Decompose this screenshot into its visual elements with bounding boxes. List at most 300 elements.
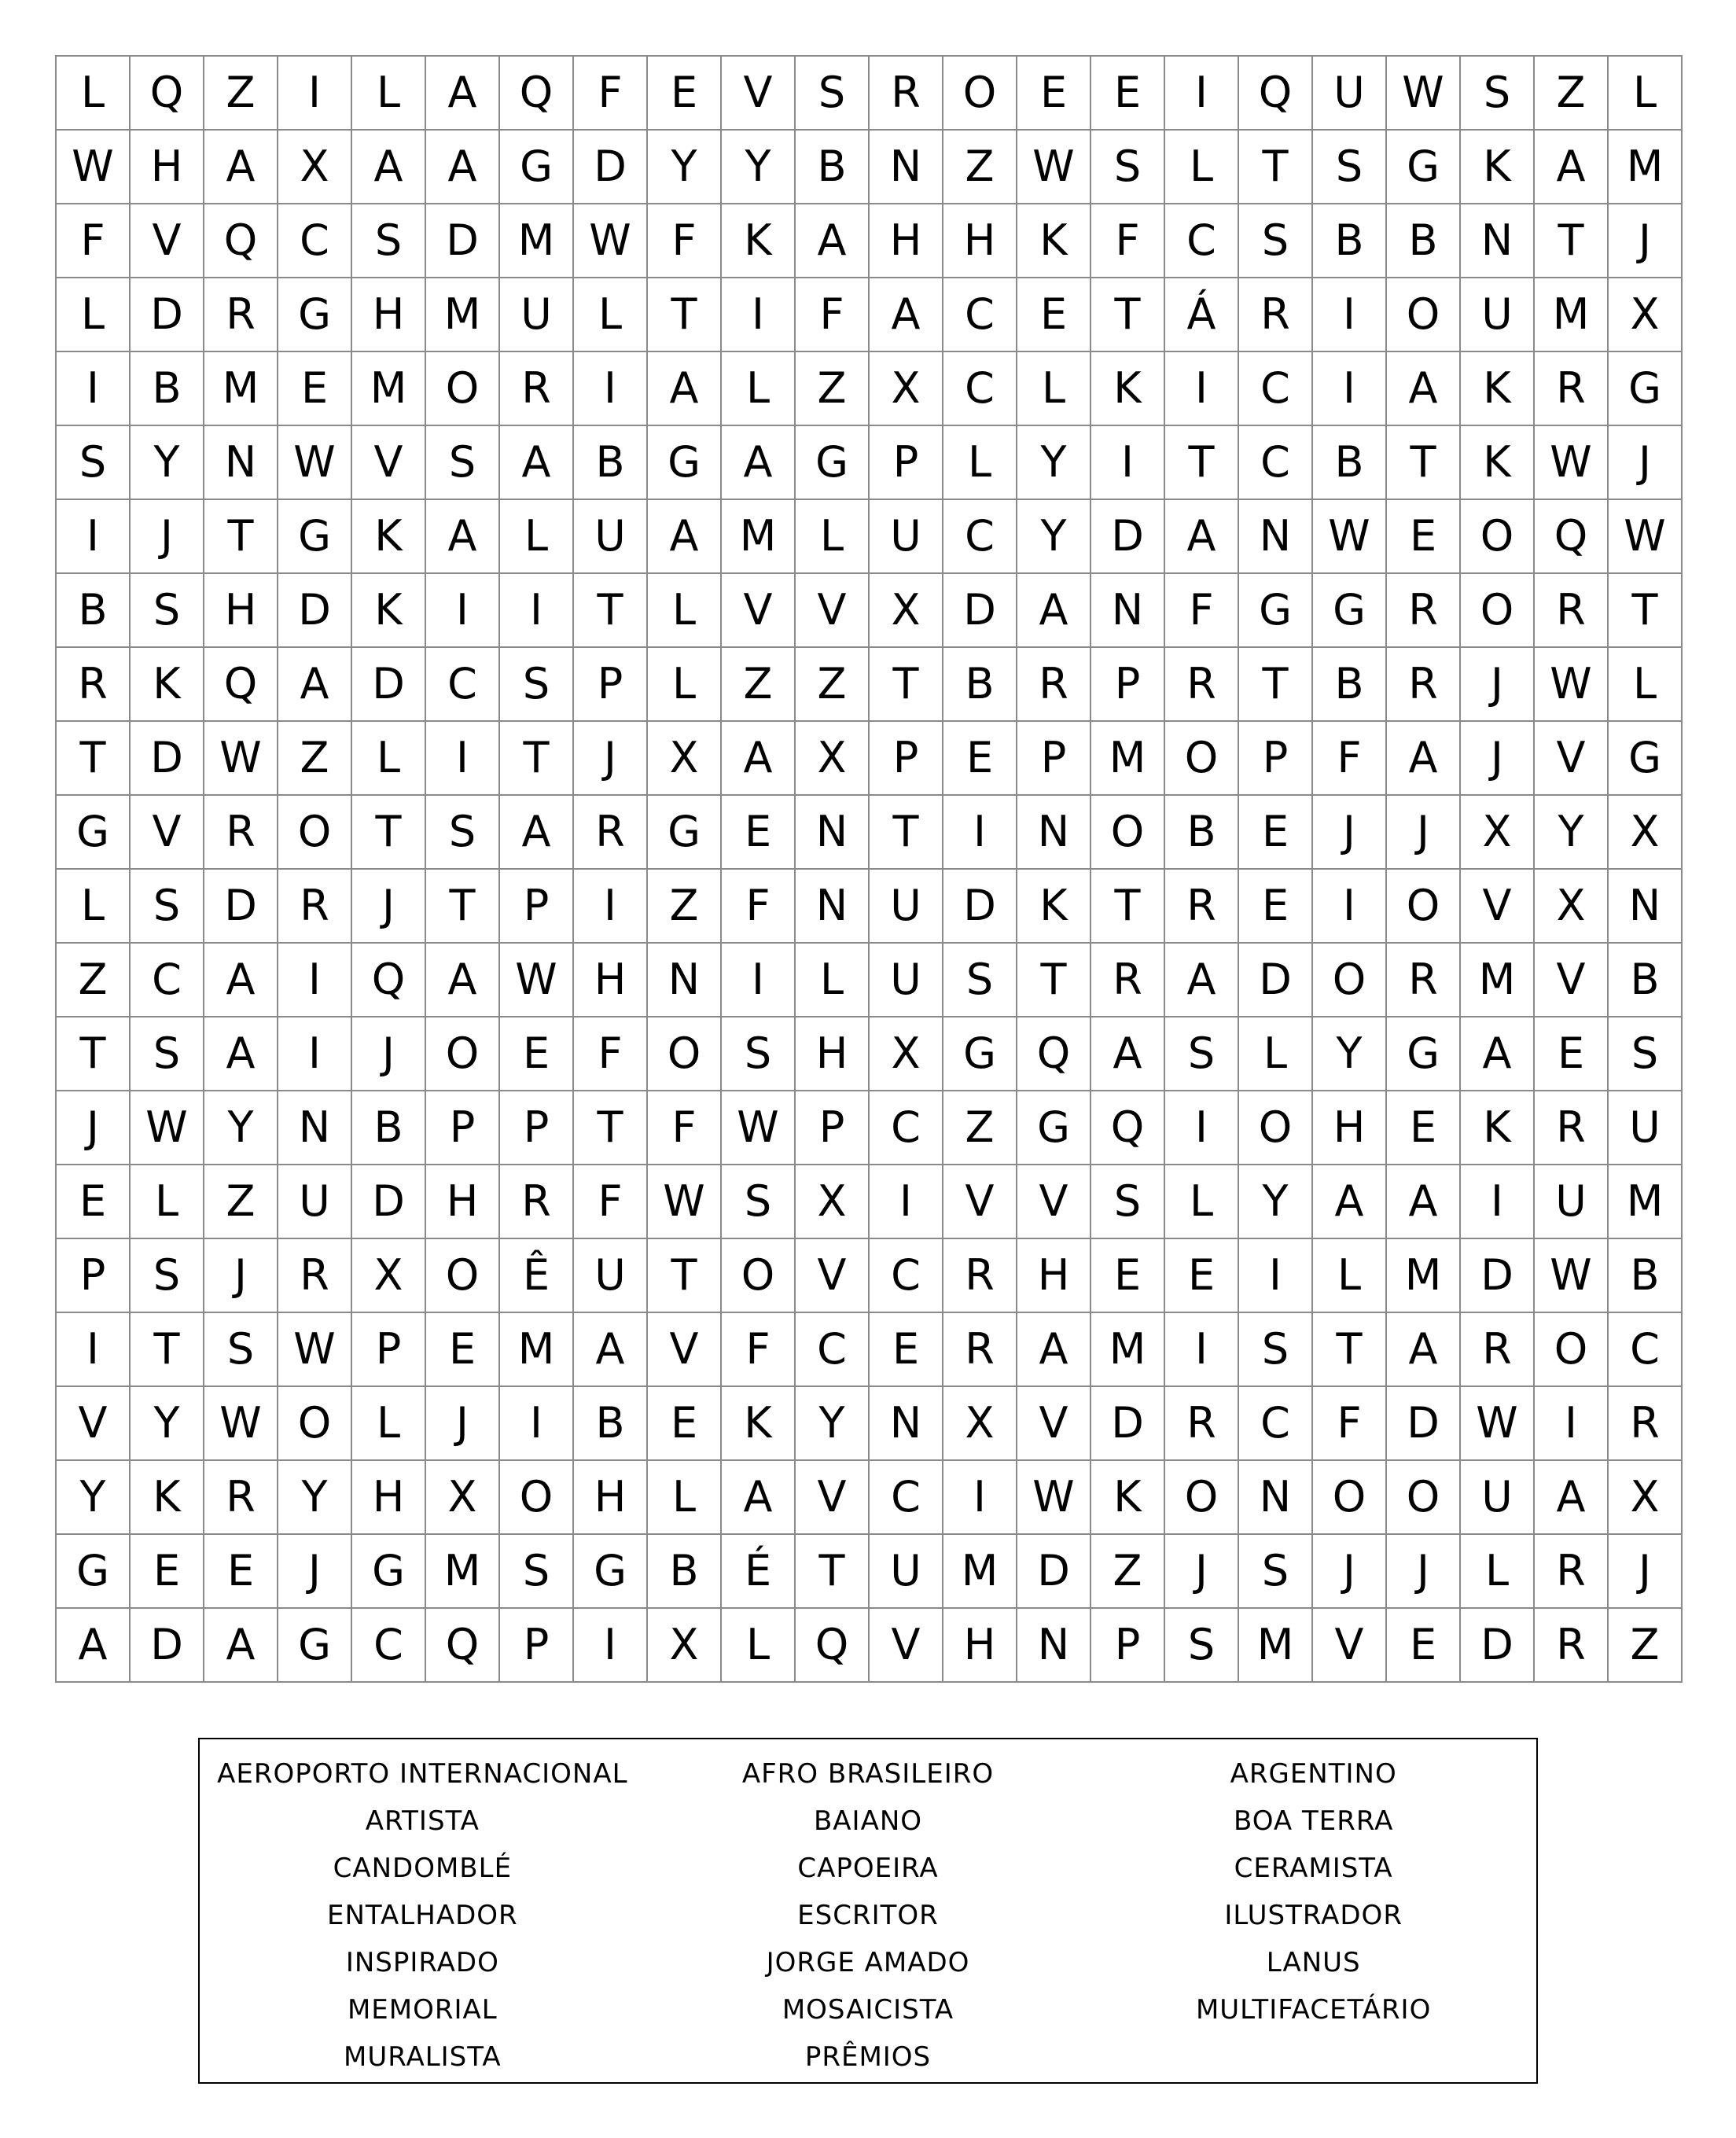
- grid-cell[interactable]: S: [131, 574, 204, 648]
- grid-cell[interactable]: W: [648, 1165, 722, 1239]
- grid-cell[interactable]: E: [500, 1017, 574, 1091]
- grid-cell[interactable]: P: [1239, 722, 1313, 796]
- grid-cell[interactable]: I: [500, 574, 574, 648]
- grid-cell[interactable]: U: [1535, 1165, 1609, 1239]
- grid-cell[interactable]: Q: [796, 1609, 870, 1683]
- grid-cell[interactable]: T: [574, 1091, 648, 1165]
- grid-cell[interactable]: G: [1313, 574, 1387, 648]
- grid-cell[interactable]: R: [1239, 278, 1313, 352]
- grid-cell[interactable]: Z: [943, 131, 1017, 204]
- grid-cell[interactable]: F: [1165, 574, 1239, 648]
- grid-cell[interactable]: G: [1387, 1017, 1461, 1091]
- grid-cell[interactable]: A: [204, 1017, 278, 1091]
- grid-cell[interactable]: Y: [131, 1387, 204, 1461]
- grid-cell[interactable]: E: [648, 57, 722, 131]
- grid-cell[interactable]: V: [870, 1609, 943, 1683]
- grid-cell[interactable]: J: [1313, 1535, 1387, 1609]
- grid-cell[interactable]: W: [1535, 426, 1609, 500]
- grid-cell[interactable]: H: [574, 1461, 648, 1535]
- grid-cell[interactable]: E: [57, 1165, 131, 1239]
- grid-cell[interactable]: S: [131, 870, 204, 944]
- grid-cell[interactable]: O: [943, 57, 1017, 131]
- grid-cell[interactable]: D: [278, 574, 352, 648]
- grid-cell[interactable]: J: [57, 1091, 131, 1165]
- grid-cell[interactable]: M: [426, 1535, 500, 1609]
- grid-cell[interactable]: M: [500, 204, 574, 278]
- grid-cell[interactable]: K: [1017, 204, 1091, 278]
- grid-cell[interactable]: L: [1239, 1017, 1313, 1091]
- grid-cell[interactable]: U: [870, 1535, 943, 1609]
- grid-cell[interactable]: C: [352, 1609, 426, 1683]
- grid-cell[interactable]: R: [1535, 1535, 1609, 1609]
- grid-cell[interactable]: K: [1461, 131, 1535, 204]
- grid-cell[interactable]: E: [1017, 278, 1091, 352]
- grid-cell[interactable]: H: [943, 1609, 1017, 1683]
- grid-cell[interactable]: A: [722, 426, 796, 500]
- grid-cell[interactable]: B: [352, 1091, 426, 1165]
- grid-cell[interactable]: Z: [1091, 1535, 1165, 1609]
- grid-cell[interactable]: R: [204, 1461, 278, 1535]
- grid-cell[interactable]: W: [278, 426, 352, 500]
- grid-cell[interactable]: H: [574, 944, 648, 1017]
- grid-cell[interactable]: R: [278, 870, 352, 944]
- grid-cell[interactable]: R: [1609, 1387, 1683, 1461]
- grid-cell[interactable]: N: [1461, 204, 1535, 278]
- grid-cell[interactable]: J: [1609, 204, 1683, 278]
- grid-cell[interactable]: A: [426, 500, 500, 574]
- grid-cell[interactable]: I: [426, 722, 500, 796]
- grid-cell[interactable]: G: [278, 500, 352, 574]
- grid-cell[interactable]: Y: [1239, 1165, 1313, 1239]
- grid-cell[interactable]: S: [352, 204, 426, 278]
- grid-cell[interactable]: P: [352, 1313, 426, 1387]
- grid-cell[interactable]: K: [1461, 426, 1535, 500]
- grid-cell[interactable]: L: [722, 1609, 796, 1683]
- grid-cell[interactable]: Y: [1535, 796, 1609, 870]
- grid-cell[interactable]: V: [796, 1461, 870, 1535]
- grid-cell[interactable]: R: [1165, 648, 1239, 722]
- grid-cell[interactable]: R: [1165, 1387, 1239, 1461]
- grid-cell[interactable]: A: [574, 1313, 648, 1387]
- grid-cell[interactable]: O: [500, 1461, 574, 1535]
- grid-cell[interactable]: O: [1387, 1461, 1461, 1535]
- grid-cell[interactable]: I: [426, 574, 500, 648]
- grid-cell[interactable]: A: [1313, 1165, 1387, 1239]
- grid-cell[interactable]: I: [57, 500, 131, 574]
- grid-cell[interactable]: P: [574, 648, 648, 722]
- grid-cell[interactable]: E: [722, 796, 796, 870]
- grid-cell[interactable]: M: [1535, 278, 1609, 352]
- grid-cell[interactable]: T: [870, 796, 943, 870]
- grid-cell[interactable]: V: [796, 1239, 870, 1313]
- grid-cell[interactable]: G: [352, 1535, 426, 1609]
- grid-cell[interactable]: J: [1461, 722, 1535, 796]
- grid-cell[interactable]: O: [1387, 278, 1461, 352]
- grid-cell[interactable]: A: [426, 57, 500, 131]
- grid-cell[interactable]: C: [131, 944, 204, 1017]
- grid-cell[interactable]: X: [1609, 1461, 1683, 1535]
- grid-cell[interactable]: S: [1239, 1535, 1313, 1609]
- grid-cell[interactable]: C: [870, 1091, 943, 1165]
- grid-cell[interactable]: T: [1017, 944, 1091, 1017]
- grid-cell[interactable]: B: [1165, 796, 1239, 870]
- grid-cell[interactable]: S: [426, 796, 500, 870]
- grid-cell[interactable]: J: [204, 1239, 278, 1313]
- grid-cell[interactable]: P: [57, 1239, 131, 1313]
- grid-cell[interactable]: R: [204, 796, 278, 870]
- grid-cell[interactable]: A: [1165, 500, 1239, 574]
- grid-cell[interactable]: W: [1461, 1387, 1535, 1461]
- grid-cell[interactable]: Q: [204, 648, 278, 722]
- grid-cell[interactable]: D: [131, 278, 204, 352]
- grid-cell[interactable]: Y: [796, 1387, 870, 1461]
- grid-cell[interactable]: D: [1239, 944, 1313, 1017]
- grid-cell[interactable]: B: [1313, 204, 1387, 278]
- grid-cell[interactable]: G: [648, 796, 722, 870]
- grid-cell[interactable]: L: [796, 500, 870, 574]
- grid-cell[interactable]: N: [204, 426, 278, 500]
- grid-cell[interactable]: V: [648, 1313, 722, 1387]
- grid-cell[interactable]: A: [1387, 1313, 1461, 1387]
- grid-cell[interactable]: U: [870, 870, 943, 944]
- grid-cell[interactable]: L: [648, 1461, 722, 1535]
- grid-cell[interactable]: G: [278, 1609, 352, 1683]
- grid-cell[interactable]: R: [1091, 944, 1165, 1017]
- grid-cell[interactable]: E: [278, 352, 352, 426]
- grid-cell[interactable]: E: [1535, 1017, 1609, 1091]
- grid-cell[interactable]: J: [1313, 796, 1387, 870]
- grid-cell[interactable]: D: [352, 648, 426, 722]
- grid-cell[interactable]: R: [278, 1239, 352, 1313]
- grid-cell[interactable]: S: [426, 426, 500, 500]
- grid-cell[interactable]: R: [1387, 944, 1461, 1017]
- grid-cell[interactable]: S: [500, 1535, 574, 1609]
- grid-cell[interactable]: H: [943, 204, 1017, 278]
- grid-cell[interactable]: Á: [1165, 278, 1239, 352]
- grid-cell[interactable]: C: [1165, 204, 1239, 278]
- grid-cell[interactable]: B: [1313, 426, 1387, 500]
- grid-cell[interactable]: X: [352, 1239, 426, 1313]
- grid-cell[interactable]: T: [1535, 204, 1609, 278]
- grid-cell[interactable]: O: [1239, 1091, 1313, 1165]
- grid-cell[interactable]: O: [1313, 1461, 1387, 1535]
- grid-cell[interactable]: Y: [57, 1461, 131, 1535]
- grid-cell[interactable]: C: [943, 278, 1017, 352]
- grid-cell[interactable]: K: [722, 204, 796, 278]
- grid-cell[interactable]: N: [1239, 500, 1313, 574]
- grid-cell[interactable]: E: [943, 722, 1017, 796]
- grid-cell[interactable]: L: [500, 500, 574, 574]
- grid-cell[interactable]: V: [722, 57, 796, 131]
- grid-cell[interactable]: V: [1461, 870, 1535, 944]
- grid-cell[interactable]: Y: [648, 131, 722, 204]
- grid-cell[interactable]: I: [943, 1461, 1017, 1535]
- grid-cell[interactable]: R: [574, 796, 648, 870]
- grid-cell[interactable]: J: [131, 500, 204, 574]
- grid-cell[interactable]: I: [574, 1609, 648, 1683]
- grid-cell[interactable]: A: [426, 944, 500, 1017]
- grid-cell[interactable]: I: [1165, 1313, 1239, 1387]
- grid-cell[interactable]: X: [870, 1017, 943, 1091]
- grid-cell[interactable]: A: [722, 722, 796, 796]
- grid-cell[interactable]: A: [1091, 1017, 1165, 1091]
- grid-cell[interactable]: V: [131, 796, 204, 870]
- grid-cell[interactable]: H: [204, 574, 278, 648]
- grid-cell[interactable]: U: [1461, 278, 1535, 352]
- grid-cell[interactable]: A: [278, 648, 352, 722]
- grid-cell[interactable]: A: [500, 426, 574, 500]
- grid-cell[interactable]: H: [352, 1461, 426, 1535]
- grid-cell[interactable]: T: [500, 722, 574, 796]
- grid-cell[interactable]: É: [722, 1535, 796, 1609]
- grid-cell[interactable]: W: [722, 1091, 796, 1165]
- grid-cell[interactable]: R: [1017, 648, 1091, 722]
- grid-cell[interactable]: H: [426, 1165, 500, 1239]
- grid-cell[interactable]: B: [1609, 1239, 1683, 1313]
- grid-cell[interactable]: I: [943, 796, 1017, 870]
- grid-cell[interactable]: O: [1091, 796, 1165, 870]
- grid-cell[interactable]: T: [1313, 1313, 1387, 1387]
- grid-cell[interactable]: A: [1535, 131, 1609, 204]
- grid-cell[interactable]: V: [352, 426, 426, 500]
- grid-cell[interactable]: S: [722, 1165, 796, 1239]
- grid-cell[interactable]: I: [278, 57, 352, 131]
- grid-cell[interactable]: F: [648, 204, 722, 278]
- grid-cell[interactable]: T: [1091, 870, 1165, 944]
- grid-cell[interactable]: U: [574, 1239, 648, 1313]
- grid-cell[interactable]: I: [1165, 352, 1239, 426]
- grid-cell[interactable]: R: [943, 1313, 1017, 1387]
- grid-cell[interactable]: L: [57, 278, 131, 352]
- grid-cell[interactable]: Y: [722, 131, 796, 204]
- grid-cell[interactable]: G: [796, 426, 870, 500]
- grid-cell[interactable]: L: [57, 57, 131, 131]
- grid-cell[interactable]: F: [574, 1017, 648, 1091]
- grid-cell[interactable]: Z: [1609, 1609, 1683, 1683]
- grid-cell[interactable]: R: [1535, 1091, 1609, 1165]
- grid-cell[interactable]: Q: [1091, 1091, 1165, 1165]
- grid-cell[interactable]: I: [1313, 352, 1387, 426]
- grid-cell[interactable]: S: [131, 1017, 204, 1091]
- grid-cell[interactable]: O: [1165, 1461, 1239, 1535]
- grid-cell[interactable]: U: [1461, 1461, 1535, 1535]
- grid-cell[interactable]: O: [1461, 574, 1535, 648]
- grid-cell[interactable]: Z: [204, 57, 278, 131]
- grid-cell[interactable]: L: [648, 574, 722, 648]
- grid-cell[interactable]: T: [1239, 131, 1313, 204]
- grid-cell[interactable]: A: [870, 278, 943, 352]
- grid-cell[interactable]: N: [870, 131, 943, 204]
- grid-cell[interactable]: V: [796, 574, 870, 648]
- grid-cell[interactable]: O: [278, 796, 352, 870]
- grid-cell[interactable]: E: [426, 1313, 500, 1387]
- grid-cell[interactable]: V: [722, 574, 796, 648]
- grid-cell[interactable]: X: [796, 722, 870, 796]
- grid-cell[interactable]: T: [648, 1239, 722, 1313]
- grid-cell[interactable]: Y: [1313, 1017, 1387, 1091]
- grid-cell[interactable]: K: [1091, 1461, 1165, 1535]
- grid-cell[interactable]: T: [1239, 648, 1313, 722]
- grid-cell[interactable]: N: [796, 796, 870, 870]
- grid-cell[interactable]: S: [1609, 1017, 1683, 1091]
- grid-cell[interactable]: J: [1609, 426, 1683, 500]
- grid-cell[interactable]: O: [426, 1017, 500, 1091]
- grid-cell[interactable]: V: [1017, 1387, 1091, 1461]
- grid-cell[interactable]: M: [722, 500, 796, 574]
- grid-cell[interactable]: I: [1091, 426, 1165, 500]
- grid-cell[interactable]: O: [1165, 722, 1239, 796]
- grid-cell[interactable]: R: [1535, 1609, 1609, 1683]
- grid-cell[interactable]: M: [1609, 131, 1683, 204]
- grid-cell[interactable]: D: [1461, 1239, 1535, 1313]
- grid-cell[interactable]: S: [500, 648, 574, 722]
- grid-cell[interactable]: J: [1387, 796, 1461, 870]
- grid-cell[interactable]: R: [1165, 870, 1239, 944]
- grid-cell[interactable]: Q: [1535, 500, 1609, 574]
- grid-cell[interactable]: J: [1165, 1535, 1239, 1609]
- grid-cell[interactable]: N: [796, 870, 870, 944]
- grid-cell[interactable]: S: [1091, 131, 1165, 204]
- grid-cell[interactable]: T: [204, 500, 278, 574]
- grid-cell[interactable]: C: [1609, 1313, 1683, 1387]
- grid-cell[interactable]: B: [131, 352, 204, 426]
- grid-cell[interactable]: Q: [352, 944, 426, 1017]
- grid-cell[interactable]: L: [1313, 1239, 1387, 1313]
- grid-cell[interactable]: X: [1535, 870, 1609, 944]
- grid-cell[interactable]: F: [574, 57, 648, 131]
- grid-cell[interactable]: B: [648, 1535, 722, 1609]
- grid-cell[interactable]: M: [1091, 722, 1165, 796]
- grid-cell[interactable]: M: [500, 1313, 574, 1387]
- grid-cell[interactable]: B: [1387, 204, 1461, 278]
- grid-cell[interactable]: V: [943, 1165, 1017, 1239]
- grid-cell[interactable]: D: [1091, 1387, 1165, 1461]
- grid-cell[interactable]: I: [1313, 870, 1387, 944]
- grid-cell[interactable]: A: [1461, 1017, 1535, 1091]
- grid-cell[interactable]: I: [278, 944, 352, 1017]
- grid-cell[interactable]: G: [278, 278, 352, 352]
- grid-cell[interactable]: L: [648, 648, 722, 722]
- grid-cell[interactable]: J: [426, 1387, 500, 1461]
- grid-cell[interactable]: I: [1165, 57, 1239, 131]
- grid-cell[interactable]: N: [1239, 1461, 1313, 1535]
- grid-cell[interactable]: D: [131, 1609, 204, 1683]
- grid-cell[interactable]: Y: [131, 426, 204, 500]
- grid-cell[interactable]: J: [278, 1535, 352, 1609]
- grid-cell[interactable]: E: [1239, 796, 1313, 870]
- grid-cell[interactable]: D: [1091, 500, 1165, 574]
- grid-cell[interactable]: M: [1239, 1609, 1313, 1683]
- grid-cell[interactable]: N: [1091, 574, 1165, 648]
- grid-cell[interactable]: X: [943, 1387, 1017, 1461]
- grid-cell[interactable]: K: [131, 1461, 204, 1535]
- grid-cell[interactable]: A: [204, 131, 278, 204]
- grid-cell[interactable]: G: [1017, 1091, 1091, 1165]
- grid-cell[interactable]: N: [870, 1387, 943, 1461]
- grid-cell[interactable]: P: [1091, 1609, 1165, 1683]
- grid-cell[interactable]: A: [722, 1461, 796, 1535]
- grid-cell[interactable]: V: [57, 1387, 131, 1461]
- grid-cell[interactable]: A: [500, 796, 574, 870]
- grid-cell[interactable]: A: [648, 352, 722, 426]
- grid-cell[interactable]: P: [1091, 648, 1165, 722]
- grid-cell[interactable]: A: [204, 1609, 278, 1683]
- grid-cell[interactable]: D: [426, 204, 500, 278]
- grid-cell[interactable]: Q: [1239, 57, 1313, 131]
- grid-cell[interactable]: R: [57, 648, 131, 722]
- grid-cell[interactable]: F: [1313, 722, 1387, 796]
- grid-cell[interactable]: W: [1535, 648, 1609, 722]
- grid-cell[interactable]: T: [1387, 426, 1461, 500]
- grid-cell[interactable]: O: [722, 1239, 796, 1313]
- grid-cell[interactable]: T: [648, 278, 722, 352]
- grid-cell[interactable]: T: [1609, 574, 1683, 648]
- grid-cell[interactable]: R: [1387, 648, 1461, 722]
- grid-cell[interactable]: F: [796, 278, 870, 352]
- grid-cell[interactable]: Ê: [500, 1239, 574, 1313]
- grid-cell[interactable]: I: [722, 944, 796, 1017]
- grid-cell[interactable]: E: [1017, 57, 1091, 131]
- grid-cell[interactable]: O: [1535, 1313, 1609, 1387]
- grid-cell[interactable]: W: [574, 204, 648, 278]
- grid-cell[interactable]: X: [870, 574, 943, 648]
- grid-cell[interactable]: C: [870, 1239, 943, 1313]
- grid-cell[interactable]: E: [1091, 1239, 1165, 1313]
- grid-cell[interactable]: C: [870, 1461, 943, 1535]
- grid-cell[interactable]: A: [352, 131, 426, 204]
- grid-cell[interactable]: E: [1091, 57, 1165, 131]
- grid-cell[interactable]: X: [1609, 278, 1683, 352]
- grid-cell[interactable]: D: [1017, 1535, 1091, 1609]
- grid-cell[interactable]: G: [1387, 131, 1461, 204]
- grid-cell[interactable]: T: [574, 574, 648, 648]
- grid-cell[interactable]: L: [352, 57, 426, 131]
- grid-cell[interactable]: W: [278, 1313, 352, 1387]
- grid-cell[interactable]: Z: [204, 1165, 278, 1239]
- grid-cell[interactable]: I: [1313, 278, 1387, 352]
- grid-cell[interactable]: X: [426, 1461, 500, 1535]
- grid-cell[interactable]: S: [722, 1017, 796, 1091]
- grid-cell[interactable]: H: [796, 1017, 870, 1091]
- grid-cell[interactable]: G: [500, 131, 574, 204]
- grid-cell[interactable]: M: [1387, 1239, 1461, 1313]
- grid-cell[interactable]: K: [1461, 352, 1535, 426]
- grid-cell[interactable]: W: [1017, 131, 1091, 204]
- grid-cell[interactable]: E: [1387, 1609, 1461, 1683]
- grid-cell[interactable]: J: [574, 722, 648, 796]
- grid-cell[interactable]: C: [796, 1313, 870, 1387]
- grid-cell[interactable]: T: [1165, 426, 1239, 500]
- grid-cell[interactable]: S: [57, 426, 131, 500]
- grid-cell[interactable]: A: [204, 944, 278, 1017]
- grid-cell[interactable]: P: [500, 1609, 574, 1683]
- grid-cell[interactable]: C: [943, 352, 1017, 426]
- grid-cell[interactable]: S: [1239, 1313, 1313, 1387]
- grid-cell[interactable]: R: [943, 1239, 1017, 1313]
- grid-cell[interactable]: N: [1609, 870, 1683, 944]
- grid-cell[interactable]: J: [352, 870, 426, 944]
- grid-cell[interactable]: E: [1239, 870, 1313, 944]
- grid-cell[interactable]: K: [352, 574, 426, 648]
- grid-cell[interactable]: C: [278, 204, 352, 278]
- grid-cell[interactable]: E: [131, 1535, 204, 1609]
- grid-cell[interactable]: X: [796, 1165, 870, 1239]
- grid-cell[interactable]: S: [1313, 131, 1387, 204]
- grid-cell[interactable]: T: [1091, 278, 1165, 352]
- grid-cell[interactable]: O: [426, 1239, 500, 1313]
- grid-cell[interactable]: D: [1461, 1609, 1535, 1683]
- grid-cell[interactable]: A: [648, 500, 722, 574]
